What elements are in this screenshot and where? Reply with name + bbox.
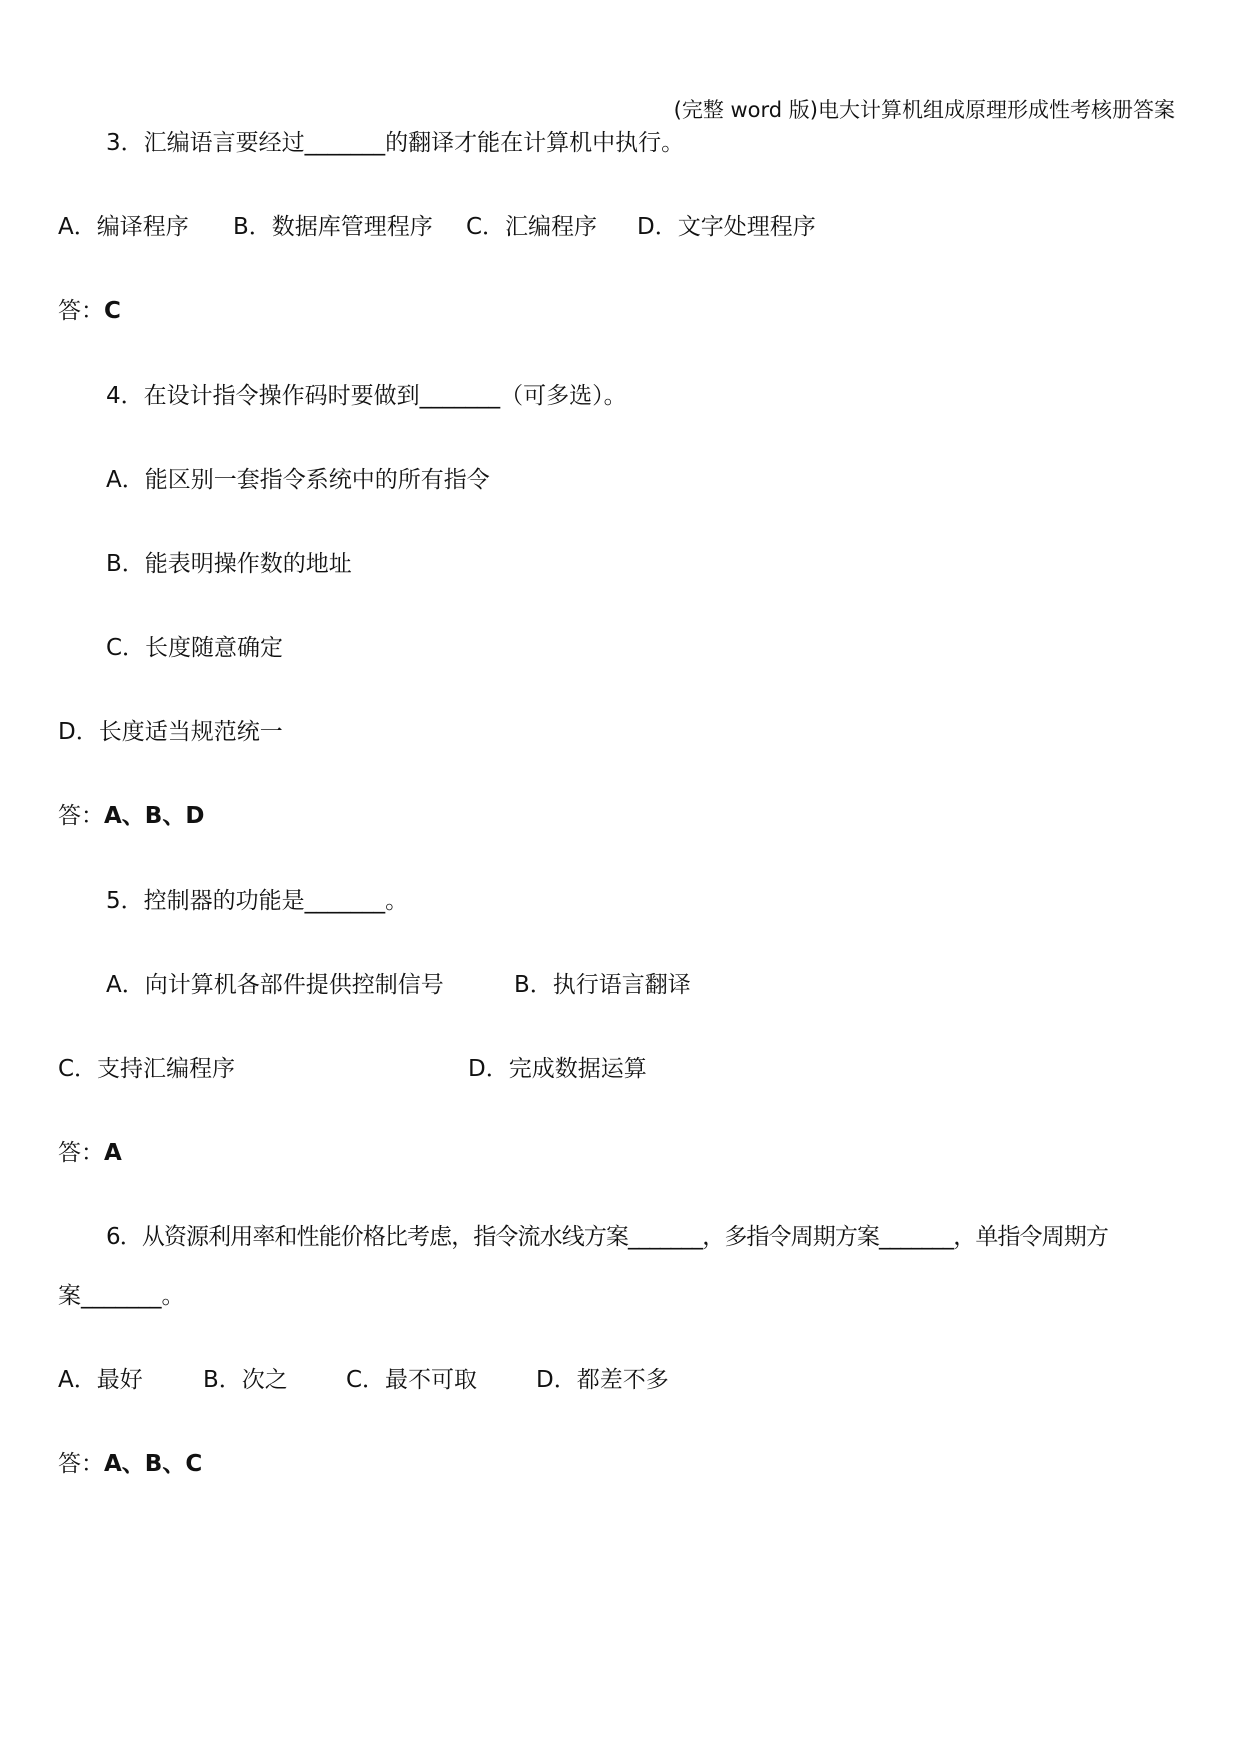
answer-value: A: [104, 1140, 122, 1166]
answer-label: 答：: [58, 298, 104, 324]
question-3-option-b: B．数据库管理程序: [233, 214, 433, 240]
question-6-option-b: B．次之: [203, 1367, 288, 1393]
question-6-text-line-1: 6．从资源利用率和性能价格比考虑，指令流水线方案_______，多指令周期方案_______，单指令周期方: [106, 1224, 1108, 1250]
question-6-option-d: D．都差不多: [536, 1367, 669, 1393]
question-5-options-row-1: [106, 970, 691, 1000]
question-6-answer: [58, 1449, 202, 1479]
answer-value: A、B、D: [104, 803, 205, 829]
question-4-option-c: C．长度随意确定: [106, 635, 284, 661]
question-4-answer: [58, 801, 204, 831]
question-3-option-a: A．编译程序: [58, 214, 189, 240]
question-4-option-b: B．能表明操作数的地址: [106, 551, 352, 577]
question-3-option-d: D．文字处理程序: [637, 214, 816, 240]
answer-label: 答：: [58, 803, 104, 829]
question-6-options: [58, 1365, 669, 1395]
question-5-answer: [58, 1138, 122, 1168]
question-6-text-line-2: 案_______。: [58, 1283, 185, 1309]
answer-value: C: [104, 298, 121, 324]
question-3-options: [58, 212, 816, 242]
question-4-option-d: D．长度适当规范统一: [58, 719, 283, 745]
question-3-answer: [58, 296, 121, 326]
question-3-text: 3．汇编语言要经过_______的翻译才能在计算机中执行。: [106, 130, 685, 156]
question-4-text: 4．在设计指令操作码时要做到_______（可多选）。: [106, 383, 627, 409]
question-3-option-c: C．汇编程序: [466, 214, 598, 240]
question-5-option-c: C．支持汇编程序: [58, 1056, 236, 1082]
document-header: (完整 word 版)电大计算机组成原理形成性考核册答案: [673, 98, 1175, 122]
question-5-option-b: B．执行语言翻译: [514, 972, 691, 998]
question-6-option-c: C．最不可取: [346, 1367, 478, 1393]
answer-label: 答：: [58, 1451, 104, 1477]
question-6-option-a: A．最好: [58, 1367, 143, 1393]
answer-label: 答：: [58, 1140, 104, 1166]
question-4-option-a: A．能区别一套指令系统中的所有指令: [106, 467, 490, 493]
question-5-text: 5．控制器的功能是_______。: [106, 888, 409, 914]
answer-value: A、B、C: [104, 1451, 203, 1477]
question-5-option-d: D．完成数据运算: [468, 1056, 647, 1082]
question-5-option-a: A．向计算机各部件提供控制信号: [106, 972, 444, 998]
question-5-options-row-2: [58, 1054, 647, 1084]
